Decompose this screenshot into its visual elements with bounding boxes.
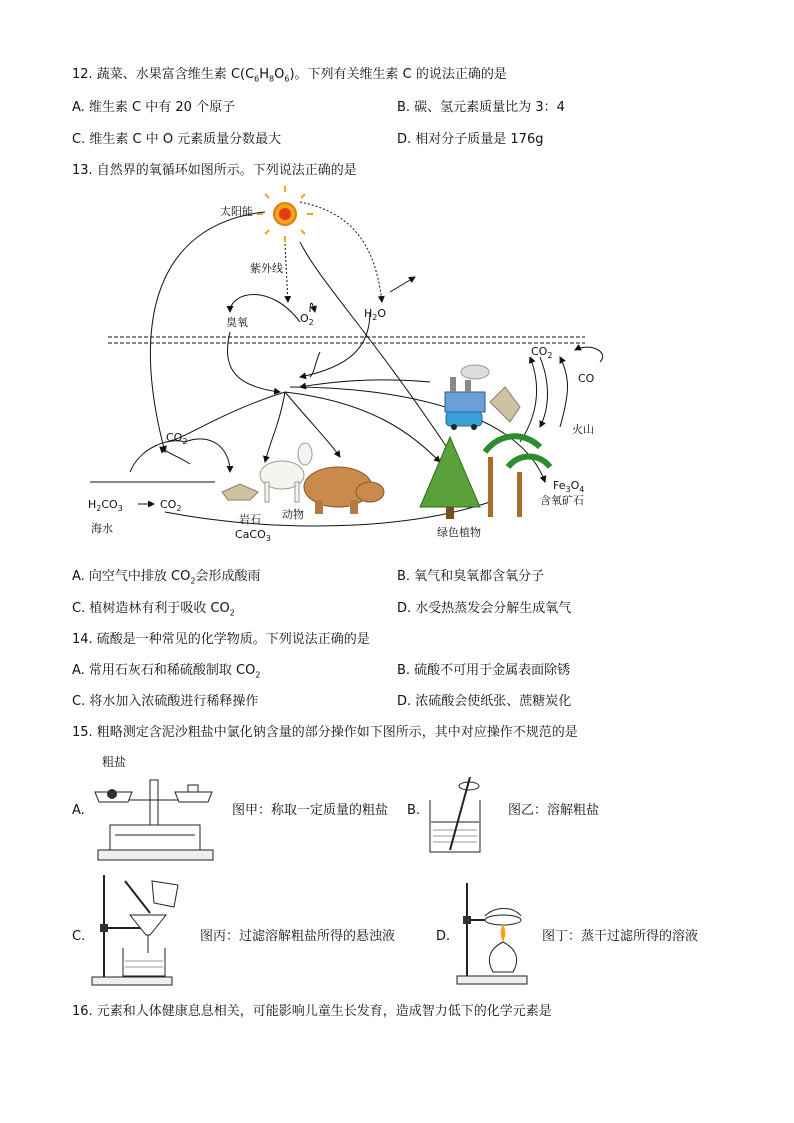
q14-option-c: C. 将水加入浓硫酸进行稀释操作 [72,694,259,709]
q14-option-b: B. 硫酸不可用于金属表面除锈 [397,663,571,678]
q12-option-d: D. 相对分子质量是 176g [397,132,544,147]
q13-stem: 13. 自然界的氧循环如图所示。下列说法正确的是 [72,163,357,178]
label-co: CO [578,372,595,385]
q15-caption-b: 图乙：溶解粗盐 [508,803,600,818]
label-seawater: 海水 [91,522,113,535]
rhino-icon [304,467,384,514]
q14-option-a: A. 常用石灰石和稀硫酸制取 $CO_2$ [72,663,261,680]
q13-option-a: A. 向空气中排放 $CO_2$会形成酸雨 [72,569,261,586]
q15-caption-c: 图丙：过滤溶解粗盐所得的悬浊液 [200,929,396,944]
label-caco3: CaCO$_3$ [235,528,271,544]
q15-option-c-letter: C. [72,929,86,944]
q12-option-b: B. 碳、氢元素质量比为 3：4 [397,100,565,115]
q15-option-a-letter: A. [72,803,85,818]
tree-icon [420,436,550,519]
label-volcano: 火山 [572,423,594,436]
q15-option-b-letter: B. [407,803,421,818]
beaker-stirring-illustration [425,772,490,857]
label-co2-left: $CO_2$ [166,431,188,447]
q15-stem: 15. 粗略测定含泥沙粗盐中氯化钠含量的部分操作如下图所示，其中对应操作不规范的是 [72,725,578,740]
label-h2co3: $H_2CO_3$ [88,498,123,514]
label-animals: 动物 [282,508,304,521]
sun-icon [257,186,313,242]
label-ore: 含氧矿石 [540,494,584,507]
q14-stem: 14. 硫酸是一种常见的化学物质。下列说法正确的是 [72,632,370,647]
q12-option-a: A. 维生素 C 中有 20 个原子 [72,100,236,115]
label-rock: 岩石 [239,513,261,526]
q15-option-d-letter: D. [436,929,451,944]
q12-stem: 12. 蔬菜、水果富含维生素 $C(C_6H_8O_6)$。下列有关维生素 C 的说法正确的是 [72,67,507,84]
q15-caption-d: 图丁：蒸干过滤所得的溶液 [542,929,699,944]
label-h2o: $H_2O$ [364,307,387,323]
label-fe3o4: $Fe_3O_4$ [553,479,585,495]
q13-option-b: B. 氧气和臭氧都含氧分子 [397,569,545,584]
q12-option-c: C. 维生素 C 中 O 元素质量分数最大 [72,132,282,147]
label-crude-salt: 粗盐 [102,755,127,769]
q13-option-c: C. 植树造林有利于吸收 $CO_2$ [72,601,235,618]
evaporation-illustration [455,878,535,988]
label-co2-top: $CO_2$ [531,345,553,361]
label-o2: $O_2$ [300,312,314,328]
balance-illustration [90,770,220,865]
label-ozone: 臭氧 [226,316,248,329]
label-solar: 太阳能 [220,205,253,218]
factory-icon [445,365,489,430]
q15-caption-a: 图甲：称取一定质量的粗盐 [232,803,389,818]
label-co2-sea: $CO_2$ [160,498,182,514]
q14-option-d: D. 浓硫酸会使纸张、蔗糖炭化 [397,694,572,709]
q13-option-d: D. 水受热蒸发会分解生成氧气 [397,601,572,616]
filtration-illustration [90,873,200,988]
q16-stem: 16. 元素和人体健康息息相关，可能影响儿童生长发育，造成智力低下的化学元素是 [72,1004,552,1019]
oxygen-cycle-diagram [70,182,610,542]
label-uv: 紫外线 [250,262,283,275]
label-plants: 绿色植物 [437,526,481,539]
